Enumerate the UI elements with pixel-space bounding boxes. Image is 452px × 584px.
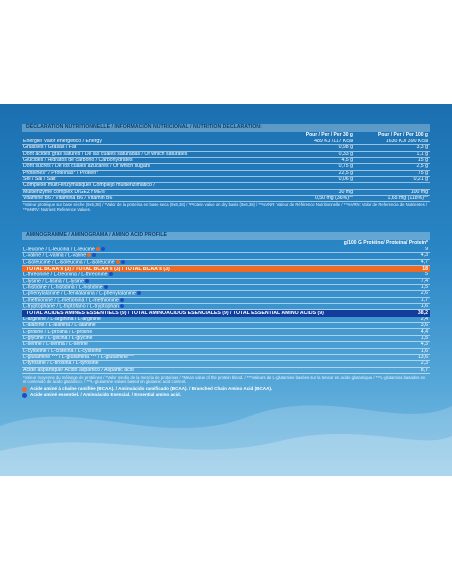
bcaa-dot-icon xyxy=(116,260,120,264)
value-per-100g: 2,5 g xyxy=(416,164,428,170)
nutrient-name: Complexe multi-enzymatique/ Complejo multienzimático / xyxy=(23,183,155,189)
essential-dot-icon xyxy=(92,253,96,257)
col-header-30g: Pour / Per / Per 30 g xyxy=(305,132,353,138)
amino-acid-value: 38,2 xyxy=(417,310,428,316)
amino-acid-name: L-valine / L-valina / L-valine xyxy=(22,253,370,258)
value-per-30g: 0,06 g xyxy=(338,177,353,183)
amino-acid-value: 4,3 xyxy=(420,342,428,348)
nutrient-name: Énergie/ Valor energético / Energy xyxy=(23,139,102,145)
legend-item xyxy=(22,392,430,398)
value-per-100g: 100 mg xyxy=(410,189,428,195)
amino-acid-value: 9 xyxy=(425,247,428,253)
nutrient-name: Glucides / Hidratos de carbono / Carbohydrates xyxy=(23,158,133,164)
nutrition-title: DÉCLARATION NUTRITIONNELLE / INFORMACIÓN NUTRICIONAL / NUTRITION DECLARATION: xyxy=(26,124,262,131)
nutrient-name: Dont sucres / De los cuales azúcares / Of which sugars xyxy=(23,164,151,170)
nutrient-name: Vitamine B6 / Vitamina B6 / Vitamin B6 xyxy=(23,196,113,202)
value-per-100g: 1,1 g xyxy=(416,151,428,157)
essential-dot-icon xyxy=(85,279,89,283)
essential-dot-icon xyxy=(120,298,124,302)
amino-acid-value: 2,3 xyxy=(420,361,428,367)
aminogram-rows xyxy=(22,247,430,374)
amino-acid-name: L-glycine / L-glicina / L-glycine xyxy=(23,335,93,341)
aminogram-legend xyxy=(22,386,430,398)
value-per-30g: 0,98 g xyxy=(338,145,353,151)
col-header-per-100g-protein: g/100 G Protéine/ Proteína/ Protein* xyxy=(343,240,428,246)
essential-dot-icon xyxy=(121,260,125,264)
aminogram-footnote: *Valeur moyenne du mélange de protéines / *Valor medio de la mezcla de proteínas / *Mean value of the protein blend. / ***Valeurs de L-glutamine basées sur la teneur en acide glutamique / ***L-glutamina basados en el contenido de ácido glutámico. / ***L-glutamine values based on glutamic acid content. xyxy=(23,374,426,385)
amino-acid-name: L-tyrosine / L-tirosina / L-tyrosine xyxy=(23,361,99,367)
bcaa-dot-icon xyxy=(87,253,91,257)
amino-acid-value: 2,6 xyxy=(420,291,428,297)
essential-dot-icon xyxy=(120,304,124,308)
nutrition-title-bar xyxy=(22,124,430,132)
essential-dot-icon xyxy=(22,393,27,398)
amino-acid-value: 8,7 xyxy=(420,367,428,373)
amino-acid-value: 1,5 xyxy=(420,285,428,291)
nutrient-name: Multienzyme complex DIGEZYME® xyxy=(23,189,106,195)
nutrition-column-headers xyxy=(22,132,430,139)
nutrient-name: Graisses / Grasas / Fat xyxy=(23,145,77,151)
bcaa-dot-icon xyxy=(96,247,100,251)
value-per-100g: 0,21 g xyxy=(413,177,428,183)
essential-dot-icon xyxy=(101,247,105,251)
amino-acid-name: L-histidine / L-histidina / L-histidine xyxy=(22,285,370,290)
amino-acid-name: L-proline / L-prolina / L-proline xyxy=(23,329,93,335)
amino-acid-name: TOTAL ACIDES AMINÉS ESSENTIELS (9) / TOTAL AMINOÁCIDOS ESENCIALES (9) / TOTAL ESSENTIAL AMINO ACIDS (9) xyxy=(26,311,324,316)
nutrient-name: Sel / Sal / Salt xyxy=(23,177,56,183)
value-per-30g: 4,5 g xyxy=(341,158,353,164)
nutrition-table xyxy=(22,124,430,214)
nutrition-footnote: *Valeur protéique sur base sèche (9x6,38) / *Valor de la proteína en base seca (9x6,38) / *Protein value on dry basis (9x6,38) / **%VNR: Valeur de Référence Nutritionnelle / **%VRN: Valor de Referencia de Nutrientes / **%NRV: Nutrient Reference Values. xyxy=(23,202,427,213)
value-per-100g: 1630 KJ/ 390 Kcal xyxy=(385,139,428,145)
amino-acid-name: TOTAL BCAA's (3) / TOTAL BCAA's (3) / TOTAL BCAA's (3) xyxy=(26,266,170,272)
value-per-30g: 30 mg xyxy=(338,189,353,195)
value-per-30g: 0,50 mg (36%)** xyxy=(314,196,353,202)
nutrient-name: Dont acides gras saturés / De las cuales saturadas / Of which saturates xyxy=(23,151,188,157)
amino-acid-name: L-isoleucine / L-isoleucina / L-isoleucine xyxy=(22,260,370,265)
amino-acid-name: L-lysine / L-lisina / L-lysine xyxy=(22,279,370,284)
aminogram-title: AMINOGRAMME / AMINOGRAMA / AMINO ACID PROFILE xyxy=(26,232,168,239)
value-per-30g: 0,75 g xyxy=(338,164,353,170)
amino-acid-value: 2,4 xyxy=(420,316,428,322)
amino-acid-value: 18 xyxy=(422,266,428,272)
legend-text: Acide aminé essentiel. / Aminoácido Esencial. / Essential amino acid. xyxy=(30,391,181,397)
table-row xyxy=(22,368,430,374)
amino-acid-name: L-arginine / L-arginina / L-arginine xyxy=(23,316,101,322)
value-per-100g: 3,3 g xyxy=(416,145,428,151)
value-per-30g: 0,33 g xyxy=(338,151,353,157)
amino-acid-name: L-glutamine *** / L-glutamina *** / L-glutamine*** xyxy=(23,354,135,360)
amino-acid-value: 1,7 xyxy=(420,297,428,303)
amino-acid-value: 7,4 xyxy=(420,278,428,284)
amino-acid-name: L-phénylalanine / L-fenilalanina / L-phenylalanine xyxy=(22,291,370,296)
essential-dot-icon xyxy=(109,272,113,276)
value-per-100g: 75 g xyxy=(417,170,428,176)
amino-acid-name: L-méthionine / L-metionina / L-methionine xyxy=(22,298,370,303)
value-per-100g: 15 g xyxy=(417,158,428,164)
amino-acid-name: Acide aspartique/ Ácido aspártico / Aspartic acid xyxy=(23,367,134,373)
bcaa-dot-icon xyxy=(22,387,27,392)
amino-acid-value: 13,6 xyxy=(417,354,428,360)
total-row xyxy=(22,310,430,316)
legend-text: Acide aminé à chaîne ramifiée (BCAA). / Aminoácido ramificado (BCAA). / Branched Chain Amino Acid (BCAA). xyxy=(30,385,273,391)
value-per-100g: 1,65 mg (118%)** xyxy=(387,196,428,202)
amino-acid-name: L-sérine / L-serina / L-serine xyxy=(23,342,88,348)
amino-acid-value: 4,7 xyxy=(420,259,428,265)
nutrition-rows xyxy=(22,139,430,202)
aminogram-column-header xyxy=(22,240,430,247)
nutrition-label-panel xyxy=(0,104,452,476)
essential-dot-icon xyxy=(104,285,108,289)
amino-acid-name: L-tryptophane / L-triptófano / L-tryptophan xyxy=(22,304,370,309)
essential-dot-icon xyxy=(137,291,141,295)
amino-acid-value: 4,3 xyxy=(420,253,428,259)
col-header-100g: Pour / Per / Per 100 g xyxy=(377,132,428,138)
amino-acid-name: L-alanine / L-alanina / L-alanine xyxy=(23,323,96,329)
amino-acid-value: 4,4 xyxy=(420,329,428,335)
value-per-30g: 489 KJ /117 Kcal xyxy=(314,139,353,145)
amino-acid-name: L-cystéine / L-cisteína / L-cysteine xyxy=(23,348,102,354)
amino-acid-name: L-leucine / L-leucina / L-leucine xyxy=(22,247,370,252)
value-per-30g: 22,5 g xyxy=(338,170,353,176)
amino-acid-value: 1,6 xyxy=(420,304,428,310)
amino-acid-value: 1,5 xyxy=(420,335,428,341)
aminogram-table xyxy=(22,232,430,398)
amino-acid-value: 5 xyxy=(425,272,428,278)
amino-acid-value: 3,6 xyxy=(420,323,428,329)
amino-acid-value: 1,6 xyxy=(420,348,428,354)
amino-acid-name: L-thréonine / L-treonina / L-threonine xyxy=(22,272,370,277)
nutrient-name: Protéines* / Proteínas* / Protein* xyxy=(23,170,99,176)
aminogram-title-bar xyxy=(22,232,430,240)
